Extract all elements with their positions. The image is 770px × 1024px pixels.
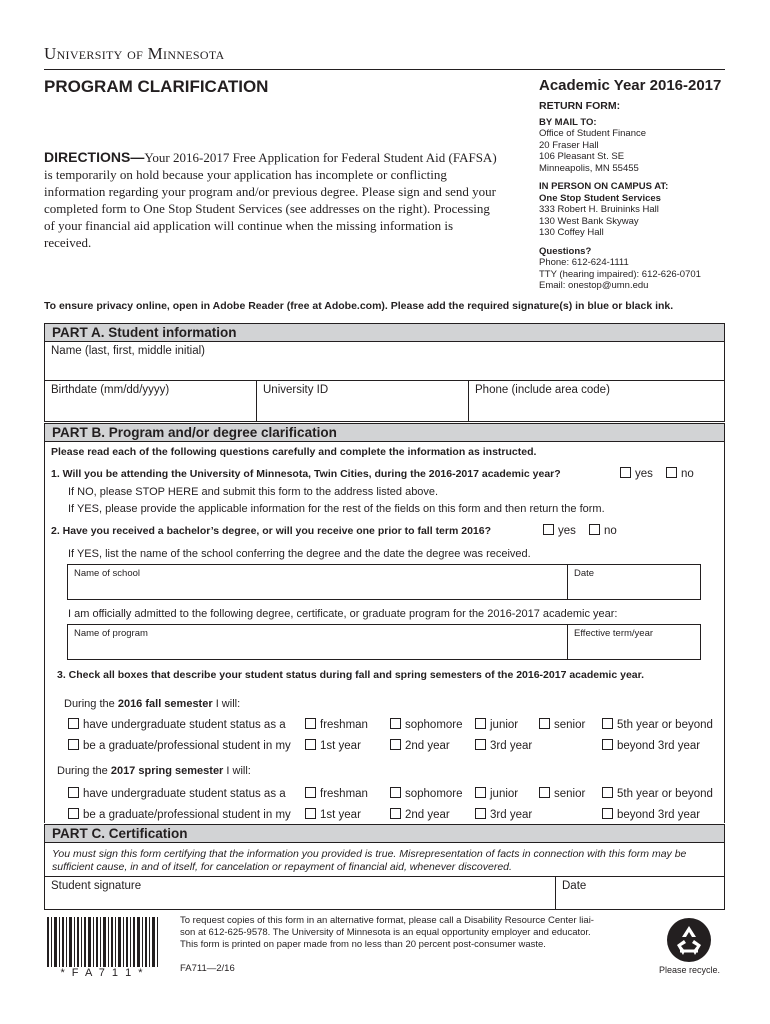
mail-line: Office of Student Finance [539, 128, 647, 139]
option-label: beyond 3rd year [617, 740, 701, 752]
fall-3rd-year-option[interactable] [475, 739, 532, 752]
checkbox-icon[interactable] [305, 739, 316, 750]
return-form-block [539, 101, 729, 292]
fall-junior-option[interactable] [475, 718, 518, 731]
spring-2nd-year-option[interactable] [390, 808, 450, 821]
checkbox-icon[interactable] [602, 718, 613, 729]
spring-suffix: I will: [226, 765, 251, 777]
degree-date-field[interactable] [567, 564, 701, 600]
directions [44, 149, 499, 251]
fall-suffix: I will: [215, 698, 241, 710]
academic-year: Academic Year 2016-2017 [539, 77, 722, 94]
fall-freshman-option[interactable] [305, 718, 368, 731]
option-label: 1st year [320, 809, 361, 821]
checkbox-icon[interactable] [390, 718, 401, 729]
fall-beyond-3rd-option[interactable] [602, 739, 700, 752]
notice-line: This form is printed on paper made from no less than 20 percent post-consumer waste. [180, 939, 546, 950]
mail-line: 106 Pleasant St. SE [539, 151, 625, 162]
checkbox-icon[interactable] [539, 787, 550, 798]
q2-yes-note: If YES, list the name of the school conferring the degree and the date the degree was received. [68, 548, 531, 560]
in-person-line: 130 Coffey Hall [539, 227, 604, 238]
part-a-title: PART A. Student information [52, 325, 237, 340]
q2-no-option[interactable] [589, 524, 617, 537]
fall-semester-heading [64, 698, 240, 710]
spring-1st-year-option[interactable] [305, 808, 361, 821]
barcode-icon [45, 917, 160, 971]
part-b-title: PART B. Program and/or degree clarification [52, 425, 337, 440]
grad-label: be a graduate/professional student in my [83, 740, 291, 752]
barcode [45, 917, 160, 971]
spring-5th-year-option[interactable] [602, 787, 713, 800]
checkbox-icon[interactable] [475, 739, 486, 750]
form-code: FA711—2/16 [180, 963, 235, 974]
in-person-title: IN PERSON ON CAMPUS AT: [539, 181, 669, 192]
fall-5th-year-option[interactable] [602, 718, 713, 731]
questions-title: Questions? [539, 245, 592, 257]
certification-statement: You must sign this form certifying that the information you provided is true. Misrepresentation of facts in connection with this form may be sufficient cause, in and of itself, for cancelation or repayment of financial aid, whenever discovered. [52, 848, 687, 873]
checkbox-icon[interactable] [666, 467, 677, 478]
university-id-label: University ID [263, 384, 329, 396]
return-form-title: RETURN FORM: [539, 100, 621, 112]
question-line: Email: onestop@umn.edu [539, 280, 649, 291]
q2-yes-label: yes [558, 525, 576, 537]
barcode-text: * F A 7 1 1 * [45, 967, 160, 979]
spring-undergrad-option[interactable] [68, 787, 286, 800]
option-label: beyond 3rd year [617, 809, 701, 821]
question-1: 1. Will you be attending the University of Minnesota, Twin Cities, during the 2016-2017 academic year? [51, 468, 561, 480]
fall-2nd-year-option[interactable] [390, 739, 450, 752]
spring-grad-option[interactable] [68, 808, 291, 821]
checkbox-icon[interactable] [68, 718, 79, 729]
checkbox-icon[interactable] [539, 718, 550, 729]
signature-date-field[interactable] [555, 876, 725, 910]
option-label: 1st year [320, 740, 361, 752]
option-label: 2nd year [405, 809, 450, 821]
spring-sophomore-option[interactable] [390, 787, 463, 800]
fall-sophomore-option[interactable] [390, 718, 463, 731]
school-name-field[interactable] [67, 564, 568, 600]
university-id-field[interactable] [256, 380, 469, 422]
university-name: University of Minnesota [44, 44, 225, 63]
checkbox-icon[interactable] [602, 739, 613, 750]
spring-junior-option[interactable] [475, 787, 518, 800]
signature-date-label: Date [562, 880, 587, 892]
degree-date-label: Date [574, 568, 595, 579]
undergrad-label: have undergraduate student status as a [83, 719, 286, 731]
option-label: sophomore [405, 719, 463, 731]
checkbox-icon[interactable] [475, 787, 486, 798]
checkbox-icon[interactable] [475, 718, 486, 729]
recycle-text: Please recycle. [659, 965, 721, 975]
q1-no-label: no [681, 468, 694, 480]
checkbox-icon[interactable] [543, 524, 554, 535]
checkbox-icon[interactable] [589, 524, 600, 535]
q2-no-label: no [604, 525, 617, 537]
birthdate-field[interactable] [44, 380, 257, 422]
q1-yes-label: yes [635, 468, 653, 480]
question-line: TTY (hearing impaired): 612-626-0701 [539, 268, 701, 280]
spring-beyond-3rd-option[interactable] [602, 808, 700, 821]
q2-yes-option[interactable] [543, 524, 576, 537]
checkbox-icon[interactable] [68, 739, 79, 750]
option-label: senior [554, 719, 586, 731]
spring-semester-heading [57, 765, 251, 777]
fall-prefix: During the [64, 698, 115, 710]
footer-notice [180, 915, 594, 951]
in-person-line: 333 Robert H. Bruininks Hall [539, 204, 659, 215]
name-label: Name (last, first, middle initial) [51, 345, 206, 357]
option-label: junior [490, 788, 519, 800]
spring-bold: 2017 spring semester [110, 765, 224, 777]
mail-line: Minneapolis, MN 55455 [539, 162, 639, 174]
checkbox-icon[interactable] [68, 787, 79, 798]
part-c-header [44, 824, 725, 843]
notice-line: son at 612-625-9578. The University of Minnesota is an equal opportunity employer and educator. [180, 927, 591, 938]
certification-statement-box [44, 842, 725, 877]
option-label: 3rd year [490, 809, 533, 821]
program-name-field[interactable] [67, 624, 568, 660]
header-rule [44, 69, 725, 70]
option-label: 3rd year [490, 740, 533, 752]
grad-label: be a graduate/professional student in my [83, 809, 291, 821]
q1-no-note: If NO, please STOP HERE and submit this form to the address listed above. [68, 486, 439, 498]
directions-label: DIRECTIONS— [44, 149, 145, 165]
in-person-bold: One Stop Student Services [539, 192, 661, 204]
student-signature-field[interactable] [44, 876, 556, 910]
fall-grad-option[interactable] [68, 739, 291, 752]
spring-prefix: During the [57, 765, 108, 777]
undergrad-label: have undergraduate student status as a [83, 788, 286, 800]
phone-label: Phone (include area code) [475, 384, 610, 396]
option-label: freshman [320, 719, 368, 731]
fall-1st-year-option[interactable] [305, 739, 361, 752]
recycle-icon [666, 917, 712, 963]
checkbox-icon[interactable] [390, 787, 401, 798]
spring-3rd-year-option[interactable] [475, 808, 532, 821]
part-a-header [44, 323, 725, 342]
form-title: PROGRAM CLARIFICATION [44, 77, 269, 96]
spring-freshman-option[interactable] [305, 787, 368, 800]
checkbox-icon[interactable] [305, 787, 316, 798]
option-label: freshman [320, 788, 368, 800]
part-b-header [44, 423, 725, 442]
q1-yes-note: If YES, please provide the applicable information for the rest of the fields on this form and then return the form. [68, 503, 605, 515]
admitted-note: I am officially admitted to the following degree, certificate, or graduate program for the 2016-2017 academic year: [68, 608, 618, 620]
signature-label: Student signature [51, 880, 142, 892]
q1-yes-option[interactable] [620, 467, 653, 480]
option-label: 2nd year [405, 740, 450, 752]
spring-senior-option[interactable] [539, 787, 585, 800]
q1-no-option[interactable] [666, 467, 694, 480]
school-name-label: Name of school [74, 568, 141, 579]
checkbox-icon[interactable] [390, 739, 401, 750]
birthdate-label: Birthdate (mm/dd/yyyy) [51, 384, 170, 396]
directions-text: Your 2016-2017 Free Application for Federal Student Aid (FAFSA) is temporarily on hold because your application has incomplete or conflicting information regarding your program and/or previous degree. Please sign and send your completed form to One Stop Student Services (see addresses on the right). Processing of your financial aid application will continue when the missing information is received. [44, 150, 497, 250]
program-name-label: Name of program [74, 628, 148, 639]
checkbox-icon[interactable] [602, 787, 613, 798]
option-label: 5th year or beyond [617, 719, 713, 731]
by-mail-title: BY MAIL TO: [539, 116, 597, 128]
checkbox-icon[interactable] [68, 808, 79, 819]
fall-bold: 2016 fall semester [117, 698, 213, 710]
fall-senior-option[interactable] [539, 718, 585, 731]
question-3: 3. Check all boxes that describe your student status during fall and spring semesters of the 2016-2017 academic year. [57, 669, 645, 681]
name-field[interactable] [44, 341, 725, 381]
privacy-note: To ensure privacy online, open in Adobe Reader (free at Adobe.com). Please add the required signature(s) in blue or black ink. [44, 300, 674, 312]
mail-line: 20 Fraser Hall [539, 139, 599, 151]
option-label: sophomore [405, 788, 463, 800]
checkbox-icon[interactable] [602, 808, 613, 819]
phone-field[interactable] [468, 380, 725, 422]
checkbox-icon[interactable] [475, 808, 486, 819]
effective-term-field[interactable] [567, 624, 701, 660]
checkbox-icon[interactable] [390, 808, 401, 819]
question-line: Phone: 612-624-1111 [539, 257, 629, 268]
effective-term-label: Effective term/year [574, 628, 654, 639]
fall-undergrad-option[interactable] [68, 718, 286, 731]
checkbox-icon[interactable] [620, 467, 631, 478]
notice-line: To request copies of this form in an alternative format, please call a Disability Resource Center liai- [180, 915, 594, 926]
option-label: senior [554, 788, 586, 800]
option-label: 5th year or beyond [617, 788, 713, 800]
question-2: 2. Have you received a bachelor’s degree, or will you receive one prior to fall term 2016? [51, 525, 492, 537]
part-b-instructions: Please read each of the following questions carefully and complete the information as instructed. [51, 446, 537, 458]
option-label: junior [490, 719, 519, 731]
in-person-line: 130 West Bank Skyway [539, 215, 639, 227]
checkbox-icon[interactable] [305, 808, 316, 819]
part-c-title: PART C. Certification [52, 826, 188, 841]
checkbox-icon[interactable] [305, 718, 316, 729]
